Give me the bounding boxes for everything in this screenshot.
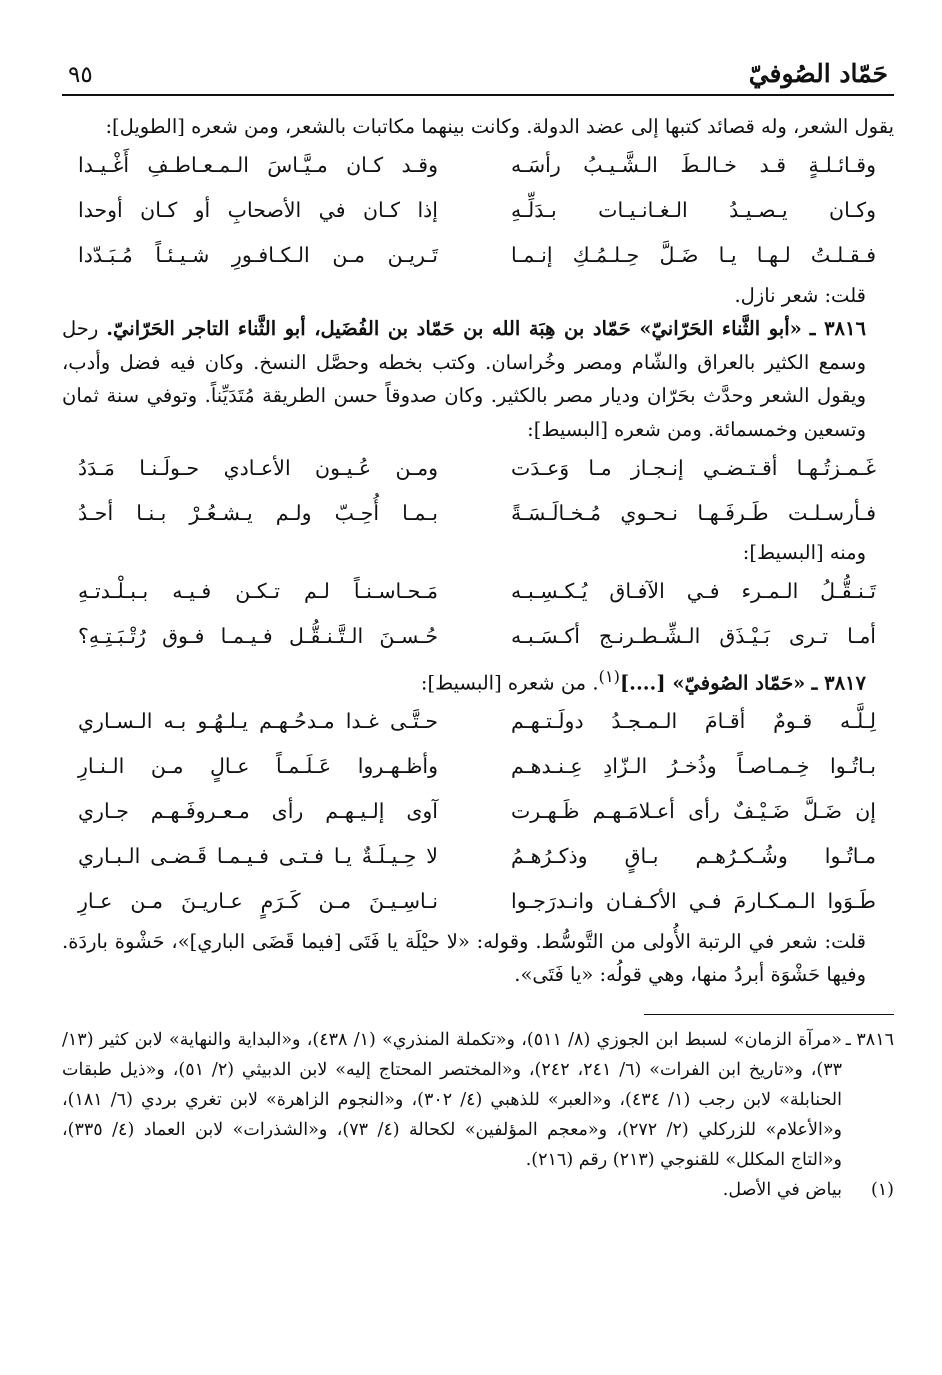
main-text xyxy=(62,110,894,1205)
running-title: حَمّاد الصُوفيّ xyxy=(748,59,888,88)
comment-1: قلت: شعر نازل. xyxy=(734,283,866,307)
footnotes xyxy=(62,1025,894,1205)
book-page xyxy=(62,48,894,1205)
footnote-ref: (١) xyxy=(598,666,620,686)
verse: بـاتُـوا خِـمـاصـاً وذُخـرُ الـزّادِ عِـنـدهـم وأظـهـروا عَـلَـمـاً عـالٍ مـن الـنـارِ xyxy=(78,754,876,779)
page-number: ٩٥ xyxy=(68,62,93,88)
verse: مـاتُـوا وشُـكـرُهـم بـاقٍ وذكـرُهـمُ لا حِـيـلَـةٌ يـا فـتـى فـيـمـا قَـضـى الـبـاري xyxy=(78,844,876,869)
verse: لِـلَّـه قـومٌ أقـامَ الـمـجـدُ دولَـتـهـم حـتَّـى غـدا مـدحُـهـم يـلـهُـو بـه الـسـاري xyxy=(78,709,876,734)
verse: غَـمـزتُـهـا أقـتـضـي إنـجـاز مـا وَعـدَت ومـن عُـيـون الأعـادي حـولَـنـا مَـدَدُ xyxy=(78,455,876,480)
verse: أمـا تـرى بَـيْـذَق الـشِّـطـرنـج أكـسَـبـه حُـسـنَ الـتَّـنـقُّـل فـيـمـا فـوق رُتْـبَـتِـهِ؟ xyxy=(78,624,876,649)
poem-2 xyxy=(62,446,894,536)
poem-3 xyxy=(62,570,894,660)
verse: تَـنـقُّـلُ الـمـرء فـي الآفـاق يُـكـسِـبـه مَـحـاسـنـاً لـم تـكـن فـيـه بـبـلْـدتـهِ xyxy=(78,579,876,604)
verse: إن ضَـلَّ ضَـيْـفٌ رأى أعـلامَـهـم ظَـهـرت آوى إلـيـهـم رأى مـعـروفَـهـم جـاري xyxy=(78,799,876,824)
poem-1 xyxy=(62,144,894,279)
intro-paragraph: يقول الشعر، وله قصائد كتبها إلى عضد الدولة. وكانت بينهما مكاتبات بالشعر، ومن شعره [الطويل]: xyxy=(105,115,894,138)
verse: فـأرسـلـت طَـرفَـهـا نـحـوي مُـخـالَـسَـةً بـمـا أُحِـبّ ولـم يـشـعُـرْ بـنـا أحـدُ xyxy=(78,500,876,525)
verse: طَـوَوا الـمـكـارمَ فـي الأكـفـان وانـدرَجـوا نـاسِـيـنَ مـن كَـرَمٍ عـاريـنَ مـن عـارِ xyxy=(78,889,876,914)
verse: فـقـلـتُ لـهـا يـا ضَـلَّ حِـلـمُـكِ إنـمـا تَـريـن مـن الـكـافـورِ شـيـئـاً مُـبَـدّدا xyxy=(78,243,876,268)
running-header xyxy=(62,48,894,96)
comment-2: قلت: شعر في الرتبة الأُولى من التَّوسُّط. وقوله: «لا حيْلَة يا فَتَى [فيما قَضَى الباري]»، حَشْوة باردَة. وفيها حَشْوَة أبردُ منها، وهي قولُه: «يا فَتَى». xyxy=(62,929,866,986)
verse: وقـائـلـةٍ قـد خـالـطَ الـشَّـيـبُ رأسَـه وقـد كـان مـيَّـاسَ الـمـعـاطـفِ أَغْـيـدا xyxy=(78,153,876,178)
entry-3816: ٣٨١٦ ـ «أبو الثَّناء الحَرّانيّ» حَمّاد بن هِبَة الله بن حَمّاد بن الفُضَيل، أبو الثَّناء التاجر الحَرّانيّ. رحل وسمع الكثير بالعراق والشّام ومصر وخُراسان. وكتب بخطه وحصَّل النسخ. وكان فيه فضل وأدب، ويقول الشعر وحدَّث بحَرّان وديار مصر بالكثير. وكان صدوقاً حسن الطريقة مُتَدَيِّناً. وتوفي سنة ثمان وتسعين وخمسمائة. ومن شعره [البسيط]: xyxy=(62,317,866,441)
footnote: (١) بياض في الأصل. xyxy=(722,1179,894,1200)
intro-3: ومنه [البسيط]: xyxy=(742,541,866,564)
poem-4 xyxy=(62,700,894,925)
footnote-divider xyxy=(644,1014,894,1015)
entry-3817: ٣٨١٧ ـ «حَمّاد الصُوفيّ» [....]$^{(١)}$. من شعره [البسيط]: xyxy=(420,666,866,694)
verse: وكـان يـصـيـدُ الـغـانـيـات بـدَلِّـهِ إذا كـان في الأصحابِ أو كـان أوحدا xyxy=(78,198,876,223)
footnote: ٣٨١٦ ـ «مرآة الزمان» لسبط ابن الجوزي (٨/ ٥١١)، و«تكملة المنذري» (١/ ٤٣٨)، و«البداية والنهاية» لابن كثير (١٣/ ٣٣)، و«تاريخ ابن الفرات» (٦/ ٢٤١، ٢٤٢)، و«المختصر المحتاج إليه» لابن الدبيثي (٢/ ٥١)، و«ذيل طبقات الحنابلة» لابن رجب (١/ ٤٣٤)، و«العبر» للذهبي (٤/ ٣٠٢)، و«النجوم الزاهرة» لابن تغري بردي (٦/ ١٨١)، و«الأعلام» للزركلي (٢/ ٢٧٢)، و«معجم المؤلفين» لكحالة (٤/ ٧٣)، و«الشذرات» لابن العماد (٤/ ٣٣٥)، و«التاج المكلل» للقنوجي (٢١٣) رقم (٢١٦). xyxy=(62,1029,894,1170)
